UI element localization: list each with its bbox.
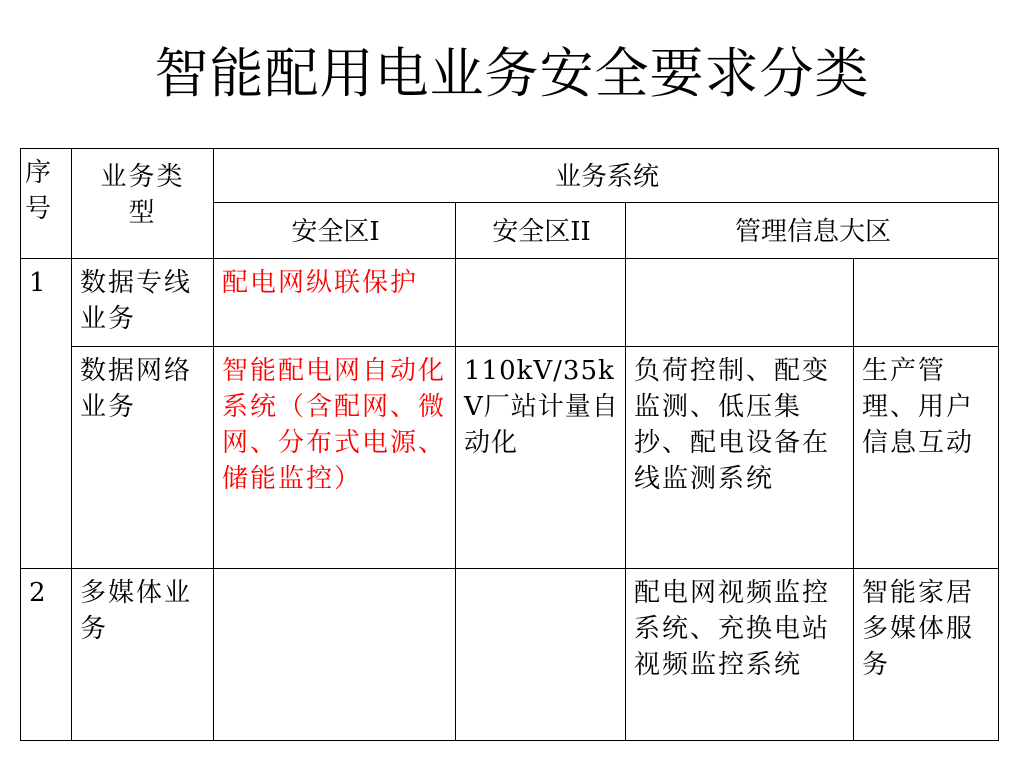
row-management-b: 智能家居多媒体服务 bbox=[854, 569, 999, 741]
row-management-b bbox=[854, 259, 999, 347]
table-row bbox=[21, 569, 999, 741]
header-seq: 序号 bbox=[21, 149, 72, 259]
security-classification-table bbox=[20, 148, 999, 741]
row-business-type: 数据专线业务 bbox=[72, 259, 214, 347]
row-zone-1: 智能配电网自动化系统（含配网、微网、分布式电源、储能监控） bbox=[214, 347, 456, 569]
row-management-a: 负荷控制、配变监测、低压集抄、配电设备在线监测系统 bbox=[626, 347, 854, 569]
header-zone-1: 安全区I bbox=[214, 203, 456, 259]
header-management-zone: 管理信息大区 bbox=[626, 203, 999, 259]
header-business-system: 业务系统 bbox=[214, 149, 999, 203]
row-seq: 2 bbox=[21, 569, 72, 741]
row-zone-1 bbox=[214, 569, 456, 741]
page-title: 智能配用电业务安全要求分类 bbox=[154, 42, 870, 105]
row-management-a bbox=[626, 259, 854, 347]
table-row bbox=[21, 259, 999, 347]
row-management-b: 生产管理、用户信息互动 bbox=[854, 347, 999, 569]
row-zone-2 bbox=[456, 569, 626, 741]
row-zone-1: 配电网纵联保护 bbox=[214, 259, 456, 347]
table-header-row bbox=[21, 149, 999, 203]
header-zone-2: 安全区II bbox=[456, 203, 626, 259]
row-business-type: 多媒体业务 bbox=[72, 569, 214, 741]
row-management-a: 配电网视频监控系统、充换电站视频监控系统 bbox=[626, 569, 854, 741]
row-business-type: 数据网络业务 bbox=[72, 347, 214, 569]
row-zone-2: 110kV/35kV厂站计量自动化 bbox=[456, 347, 626, 569]
table-row bbox=[21, 347, 999, 569]
row-zone-2 bbox=[456, 259, 626, 347]
header-business-type: 业务类型 bbox=[72, 149, 214, 259]
row-seq: 1 bbox=[21, 259, 72, 569]
